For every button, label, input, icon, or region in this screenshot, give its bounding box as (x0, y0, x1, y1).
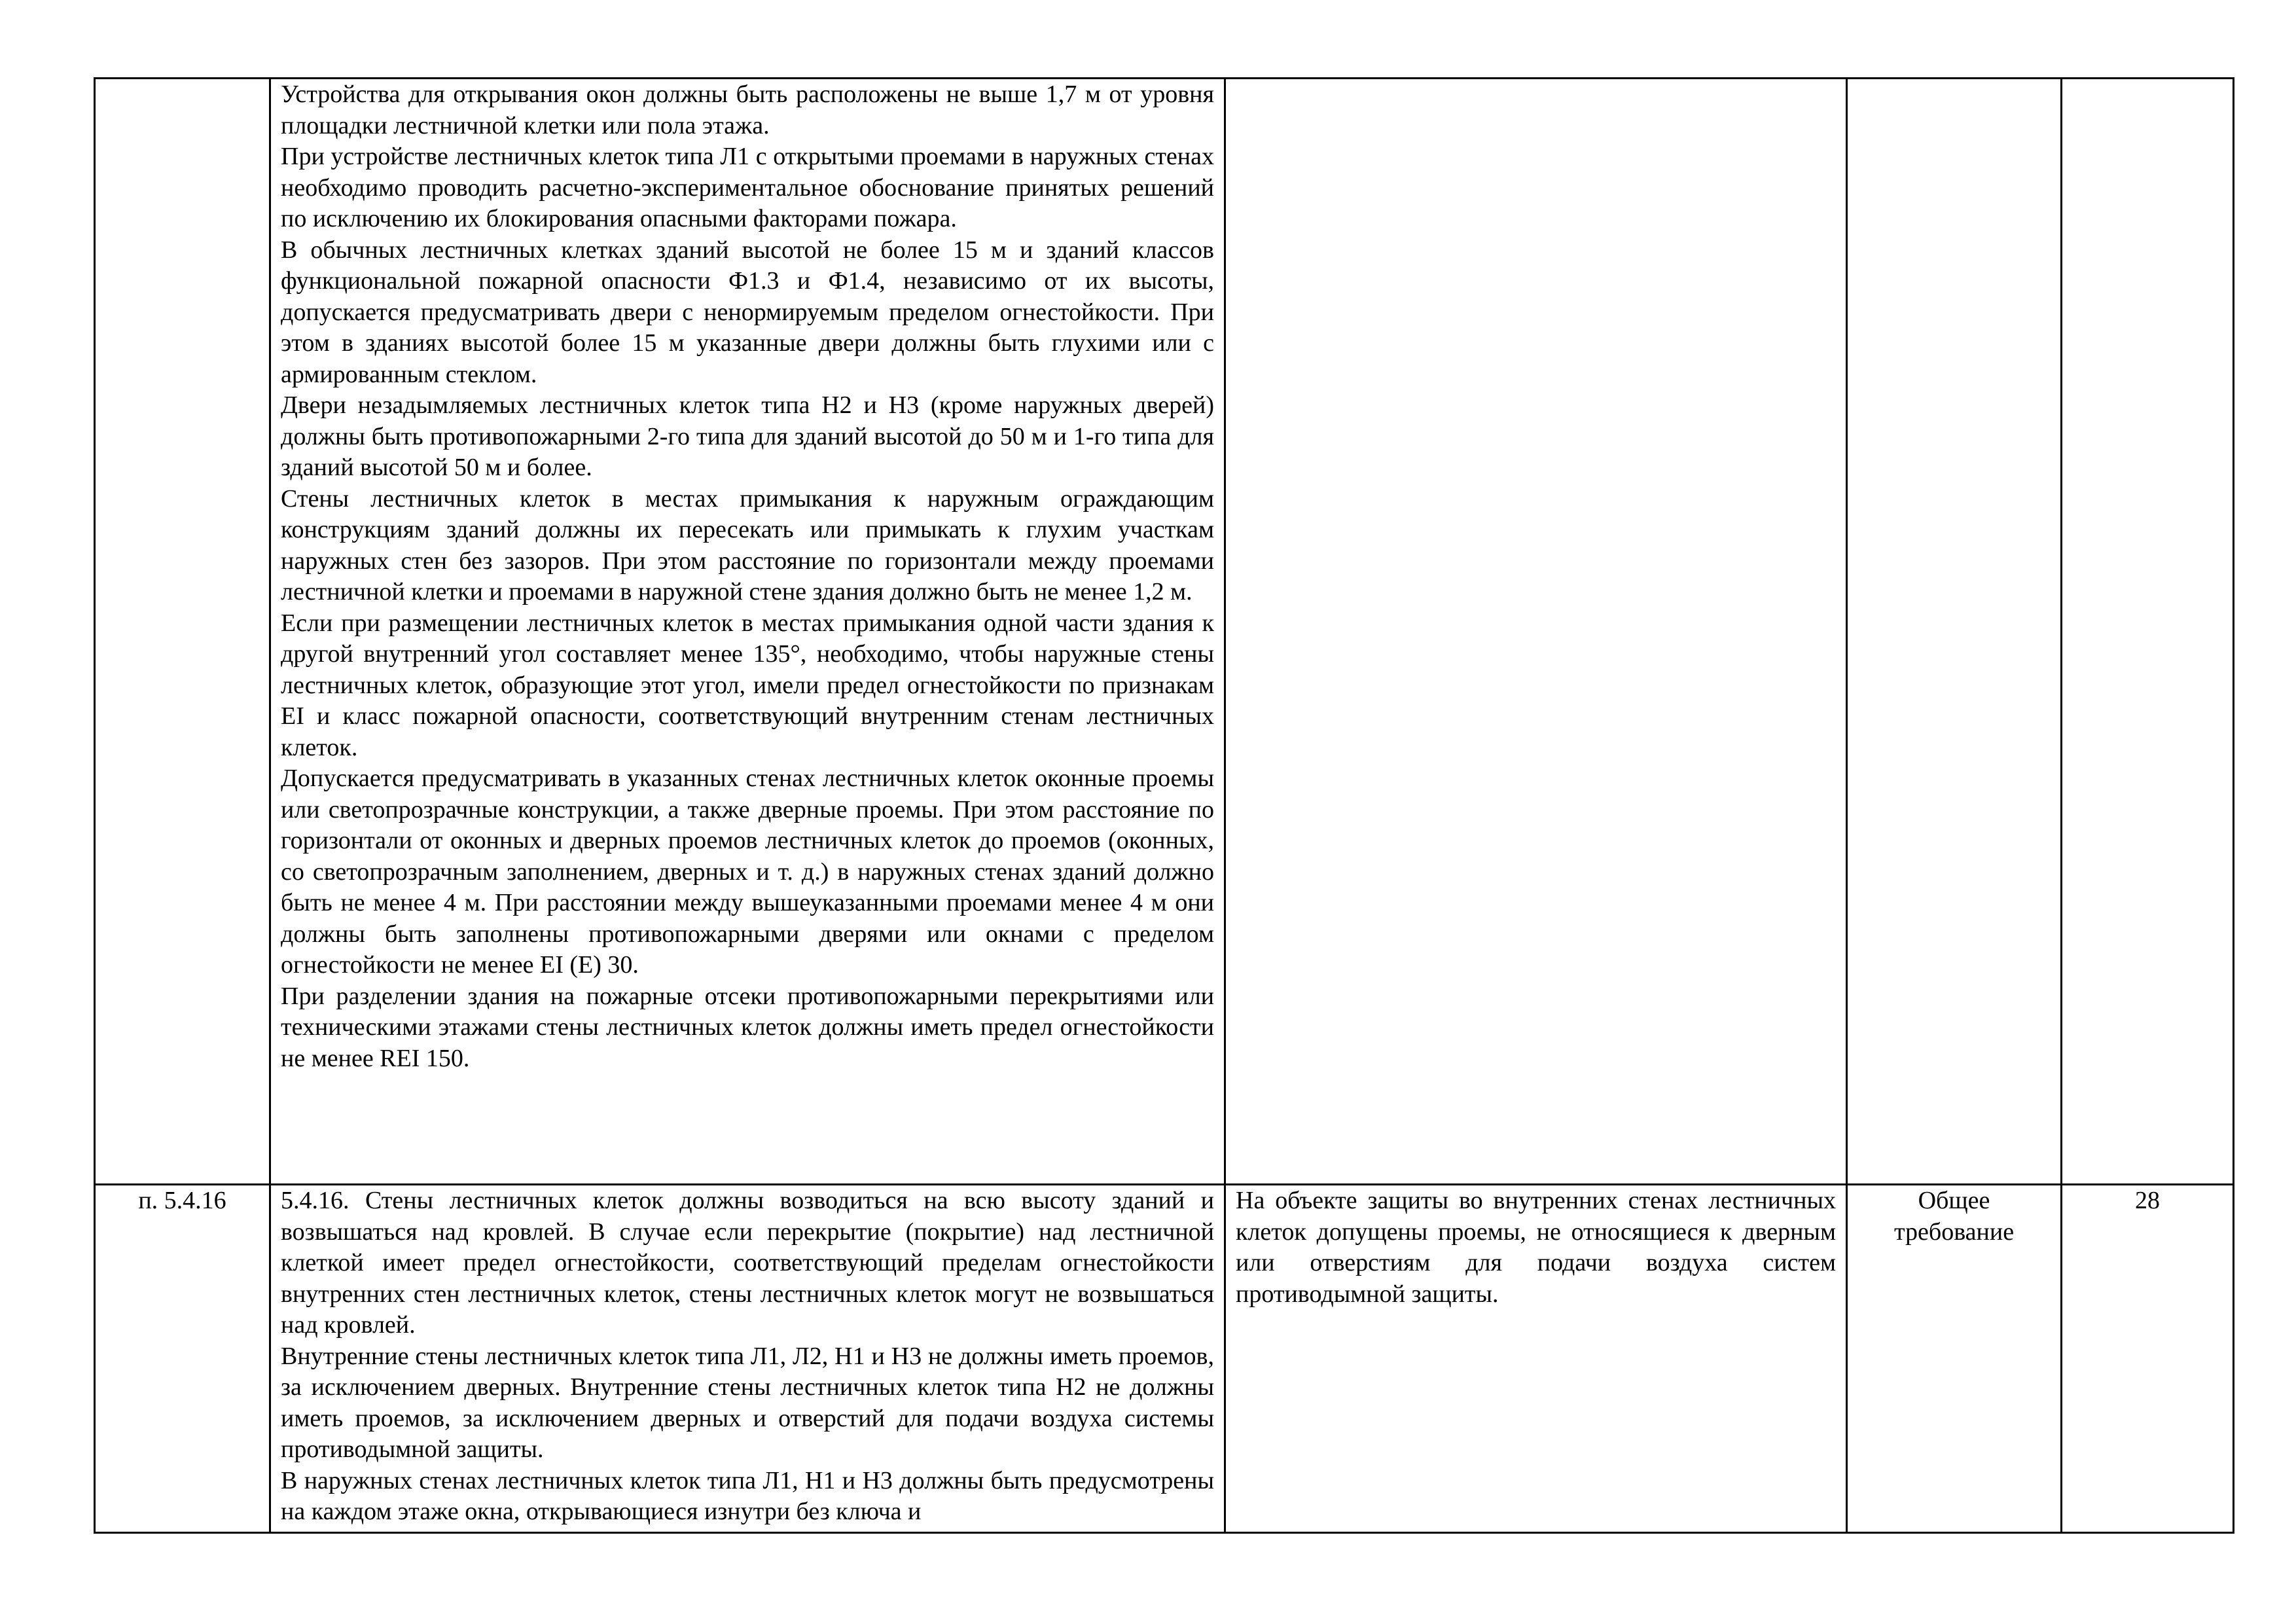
requirement-paragraph: Устройства для открывания окон должны быть расположены не выше 1,7 м от уровня площадки лестничной клетки или пола этажа. (281, 81, 1214, 139)
requirement-paragraph: Допускается предусматривать в указанных стенах лестничных клеток оконные проемы или светопрозрачные конструкции, а также дверные проемы. При этом расстояние по горизонтали от оконных и дверных проемов лестничных клеток до проемов (оконных, со светопрозрачным заполнением, дверных и т. д.) в наружных стенах зданий должно быть не менее 4 м. При расстоянии между вышеуказанными проемами менее 4 м они должны быть заполнены противопожарными дверями или окнами с пределом огнестойкости не менее EI (E) 30. (281, 765, 1214, 979)
violation-cell (1225, 79, 1847, 1185)
requirement-cell (270, 1185, 1225, 1533)
violation-text: На объекте защиты во внутренних стенах лестничных клеток допущены проемы, не относящиеся к дверным или отверстиям для подачи воздуха систем противодымной защиты. (1236, 1187, 1836, 1308)
requirement-cell (270, 79, 1225, 1185)
number-cell (2062, 79, 2234, 1185)
clause-cell: п. 5.4.16 (95, 1185, 270, 1533)
violation-cell (1225, 1185, 1847, 1533)
requirement-paragraph: 5.4.16. Стены лестничных клеток должны возводиться на всю высоту зданий и возвышаться над кровлей. В случае если перекрытие (покрытие) над лестничной клеткой имеет предел огнестойкости, соответствующий пределам огнестойкости внутренних стен лестничных клеток, стены лестничных клеток могут не возвышаться над кровлей. (281, 1187, 1214, 1339)
table-row (95, 1185, 2234, 1533)
requirement-paragraph: Внутренние стены лестничных клеток типа Л1, Л2, Н1 и Н3 не должны иметь проемов, за исключением дверных. Внутренние стены лестничных клеток типа Н2 не должны иметь проемов, за исключением дверных и отверстий для подачи воздуха системы противодымной защиты. (281, 1342, 1214, 1463)
number-cell: 28 (2062, 1185, 2234, 1533)
category-cell: Общее требование (1847, 1185, 2062, 1533)
requirement-paragraph: При устройстве лестничных клеток типа Л1 с открытыми проемами в наружных стенах необходимо проводить расчетно-экспериментальное обоснование принятых решений по исключению их блокирования опасными факторами пожара. (281, 143, 1214, 232)
requirement-paragraph: В обычных лестничных клетках зданий высотой не более 15 м и зданий классов функциональной пожарной опасности Ф1.3 и Ф1.4, независимо от их высоты, допускается предусматривать двери с ненормируемым пределом огнестойкости. При этом в зданиях высотой более 15 м указанные двери должны быть глухими или с армированным стеклом. (281, 236, 1214, 388)
clause-cell (95, 79, 270, 1185)
requirements-table (94, 77, 2234, 1534)
requirement-paragraph: Стены лестничных клеток в местах примыкания к наружным ограждающим конструкциям зданий должны их пересекать или примыкать к глухим участкам наружных стен без зазоров. При этом расстояние по горизонтали между проемами лестничной клетки и проемами в наружной стене здания должно быть не менее 1,2 м. (281, 484, 1214, 605)
category-cell (1847, 79, 2062, 1185)
table-row (95, 79, 2234, 1185)
requirement-paragraph: При разделении здания на пожарные отсеки противопожарными перекрытиями или техническими этажами стены лестничных клеток должны иметь предел огнестойкости не менее REI 150. (281, 982, 1214, 1072)
requirement-paragraph: Если при размещении лестничных клеток в местах примыкания одной части здания к другой внутренний угол составляет менее 135°, необходимо, чтобы наружные стены лестничных клеток, образующие этот угол, имели предел огнестойкости по признакам EI и класс пожарной опасности, соответствующий внутренним стенам лестничных клеток. (281, 609, 1214, 761)
requirement-paragraph: В наружных стенах лестничных клеток типа Л1, Н1 и Н3 должны быть предусмотрены на каждом этаже окна, открывающиеся изнутри без ключа и (281, 1466, 1214, 1525)
requirement-paragraph: Двери незадымляемых лестничных клеток типа Н2 и Н3 (кроме наружных дверей) должны быть противопожарными 2-го типа для зданий высотой до 50 м и 1-го типа для зданий высотой 50 м и более. (281, 391, 1214, 481)
